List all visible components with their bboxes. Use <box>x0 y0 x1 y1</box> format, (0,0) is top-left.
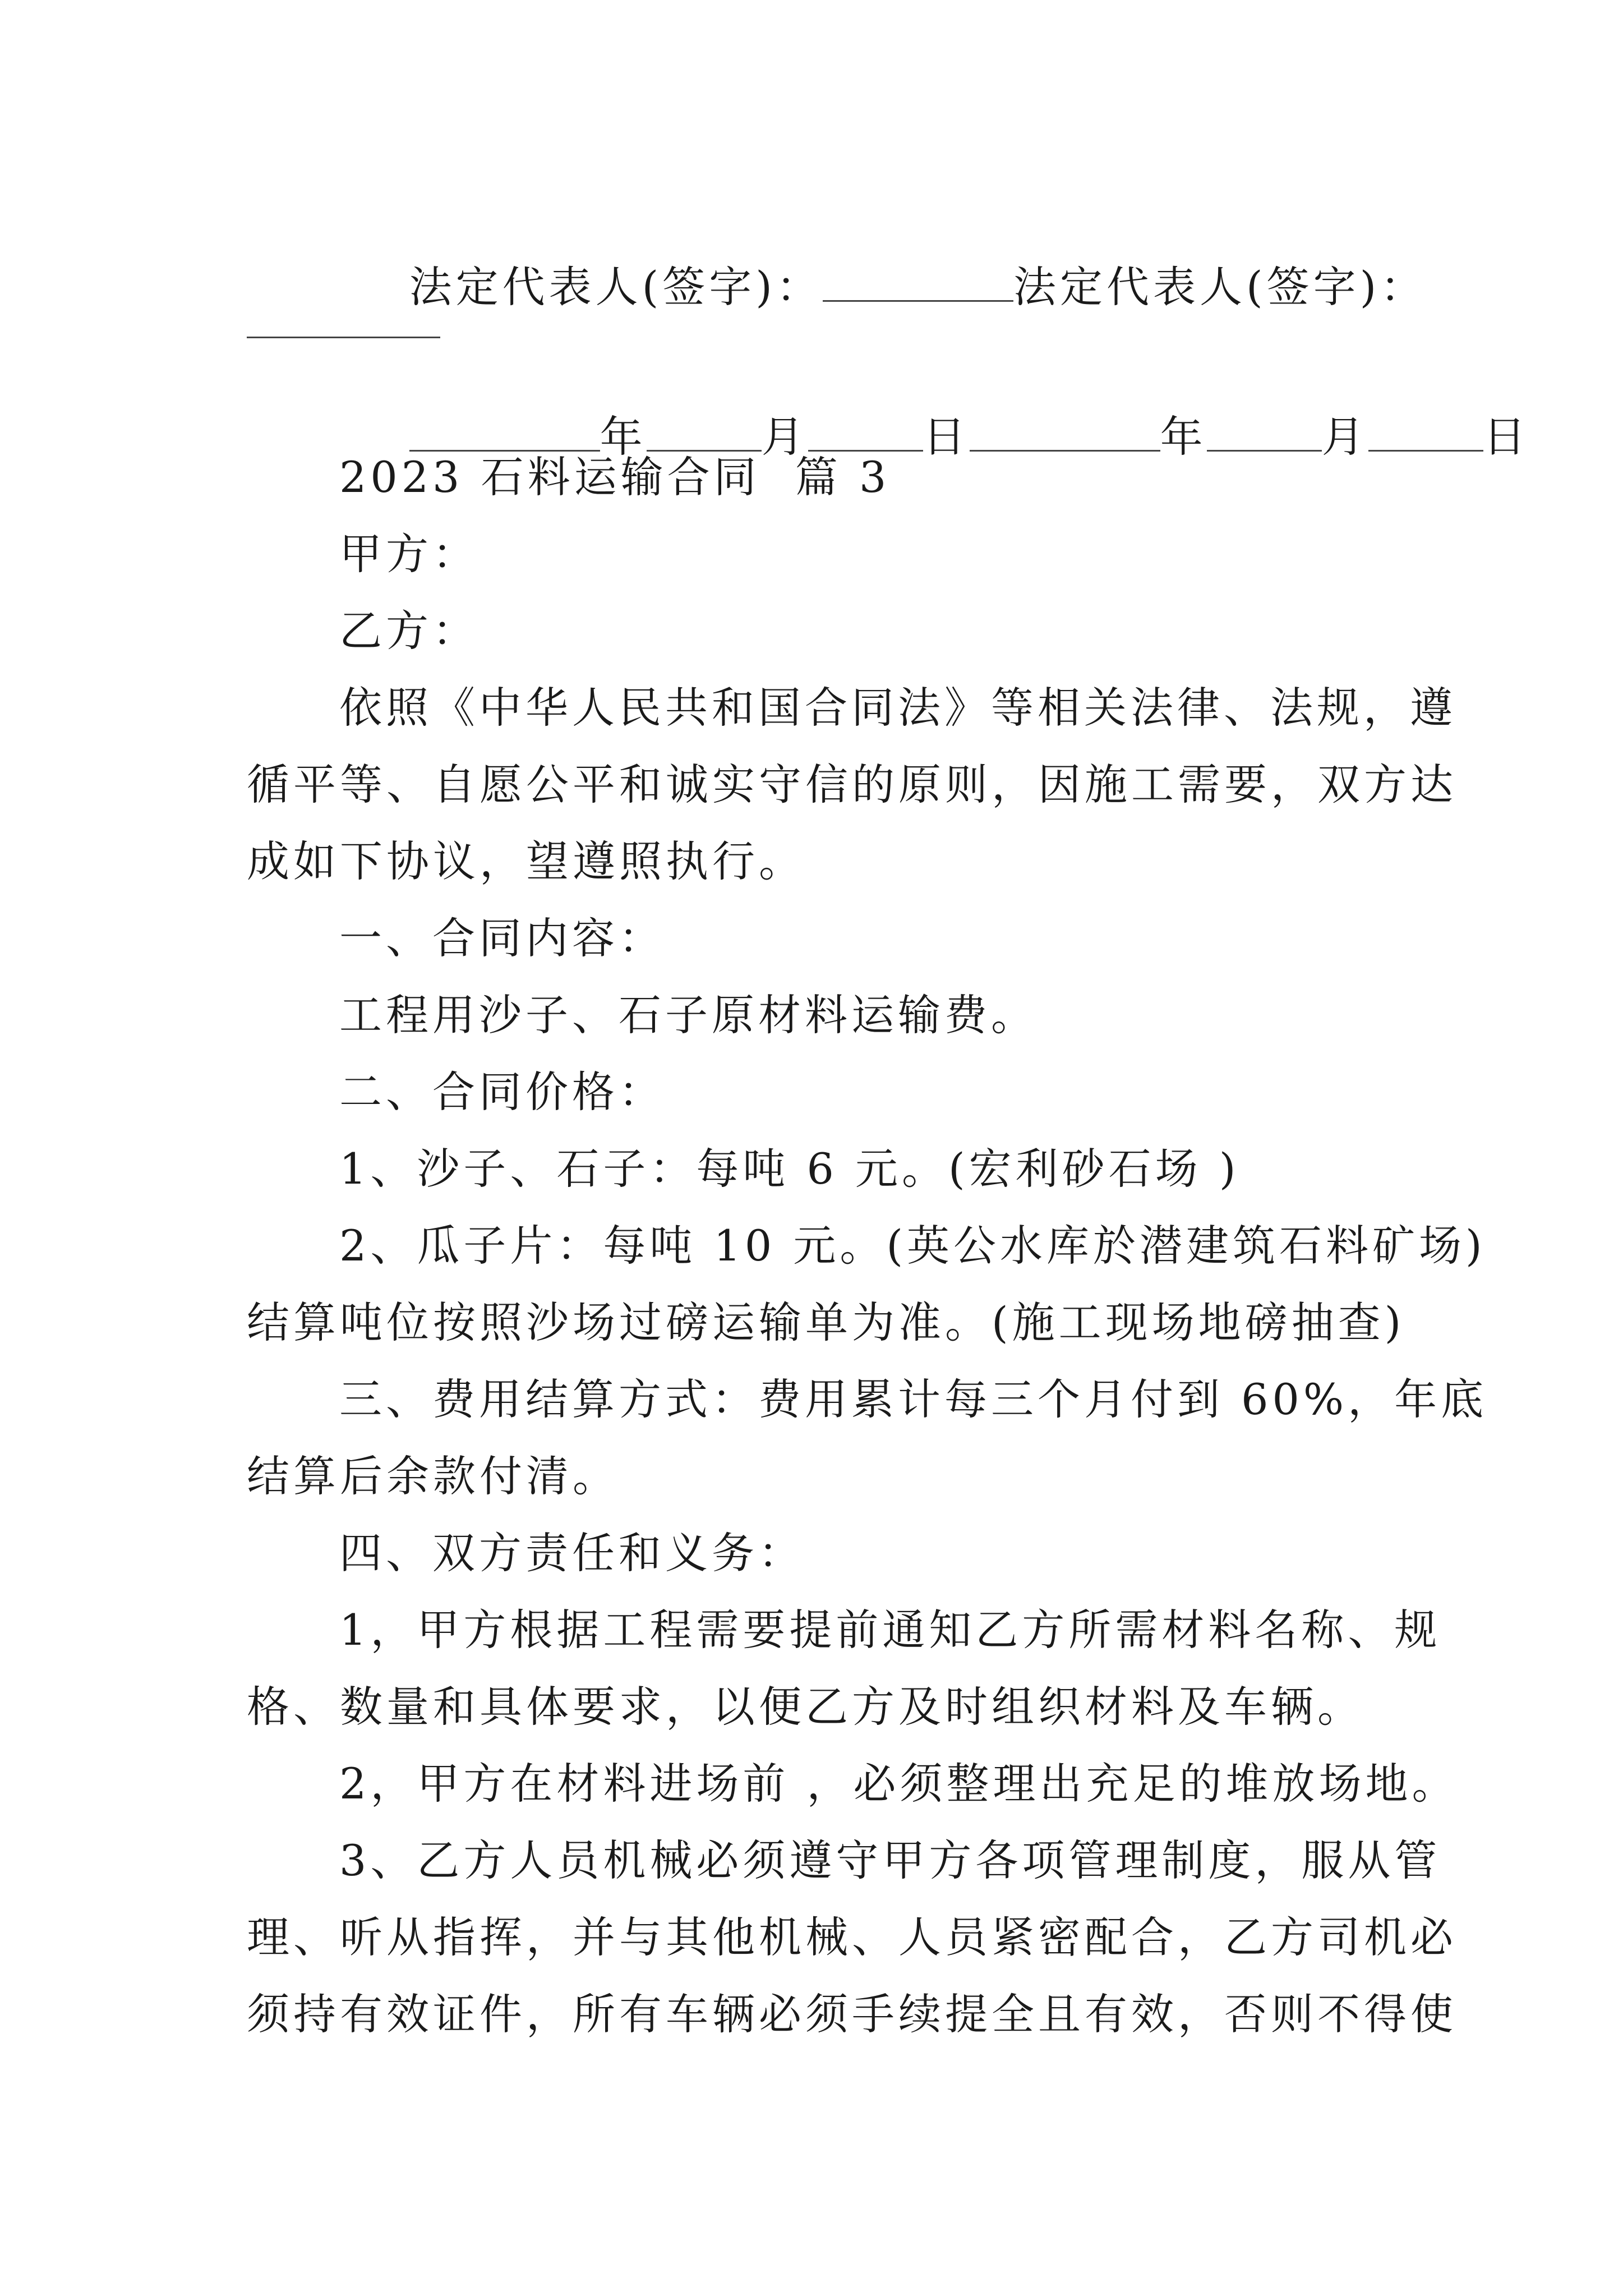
body-line: 成如下协议，望遵照执行。 <box>247 836 805 886</box>
year-blank-a <box>409 415 600 452</box>
month-label-b: 月 <box>1321 412 1368 462</box>
clause-heading: 二、合同价格： <box>339 1067 665 1117</box>
year-label-a: 年 <box>600 412 647 462</box>
section-title: 2023 石料运输合同 篇 3 <box>339 452 891 502</box>
body-line: 须持有效证件，所有车辆必须手续提全且有效，否则不得使 <box>247 1989 1457 2039</box>
clause-heading: 一、合同内容： <box>339 913 665 963</box>
clause-heading: 四、双方责任和义务： <box>339 1528 805 1578</box>
clause-heading: 三、费用结算方式：费用累计每三个月付到 60%，年底 <box>339 1374 1488 1424</box>
month-label-a: 月 <box>761 412 808 462</box>
body-line: 理、听从指挥，并与其他机械、人员紧密配合，乙方司机必 <box>247 1912 1457 1962</box>
month-blank-a <box>647 415 762 452</box>
signature-blank-party-a <box>823 265 1013 302</box>
body-line: 循平等、自愿公平和诚实守信的原则，因施工需要，双方达 <box>247 760 1457 809</box>
month-blank-b <box>1207 415 1322 452</box>
year-blank-b <box>970 415 1160 452</box>
body-line: 2，甲方在材料进场前 ，必须整理出充足的堆放场地。 <box>339 1759 1459 1809</box>
rep-label-party-b: 法定代表人(签字)： <box>1013 262 1427 312</box>
rep-label-party-a: 法定代表人(签字)： <box>409 262 823 312</box>
body-line: 工程用沙子、石子原材料运输费。 <box>339 990 1038 1040</box>
body-line: 格、数量和具体要求，以便乙方及时组织材料及车辆。 <box>247 1682 1364 1732</box>
day-label-b: 日 <box>1483 412 1530 462</box>
body-line: 3、乙方人员机械必须遵守甲方各项管理制度，服从管 <box>339 1835 1441 1885</box>
party-a-label: 甲方： <box>339 529 479 579</box>
signature-line <box>339 223 1427 351</box>
day-label-a: 日 <box>923 412 970 462</box>
body-line: 1，甲方根据工程需要提前通知乙方所需材料名称、规 <box>339 1605 1441 1655</box>
signature-blank-party-b <box>247 337 440 338</box>
day-blank-a <box>808 415 923 452</box>
body-line: 结算吨位按照沙场过磅运输单为准。(施工现场地磅抽查) <box>247 1297 1405 1347</box>
body-line: 2、瓜子片：每吨 10 元。(英公水库於潜建筑石料矿场) <box>339 1221 1486 1271</box>
day-blank-b <box>1368 415 1483 452</box>
body-line: 结算后余款付清。 <box>247 1451 619 1501</box>
body-line: 依照《中华人民共和国合同法》等相关法律、法规，遵 <box>339 683 1456 733</box>
party-b-label: 乙方： <box>339 606 479 656</box>
body-line: 1、沙子、石子：每吨 6 元。(宏利砂石场 ) <box>339 1144 1240 1194</box>
year-label-b: 年 <box>1160 412 1207 462</box>
